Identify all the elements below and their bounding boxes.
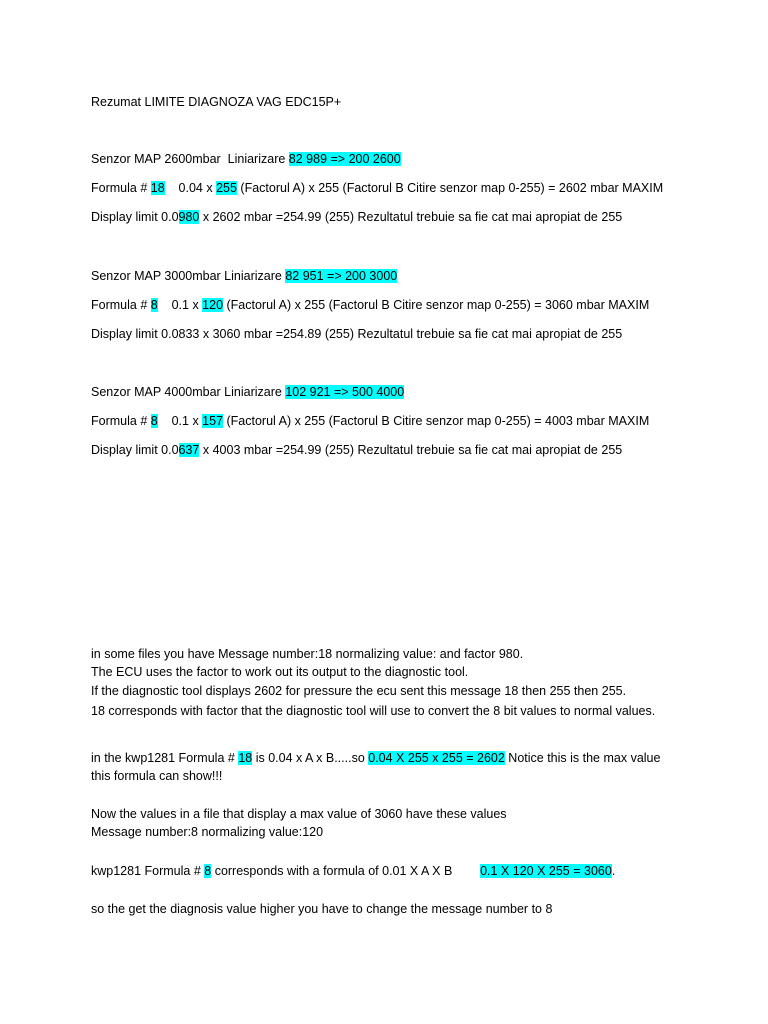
display-suffix: x 4003 mbar =254.99 (255) Rezultatul trebuie sa fie cat mai apropiat de 255 [199,443,623,457]
note-text: corresponds with a formula of 0.01 X A X B [211,864,481,878]
formula-mid: 0.04 x [164,181,217,195]
display-highlight: 637 [178,443,200,457]
linearization-highlight: 102 921 => 500 4000 [285,385,405,399]
document-title: Rezumat LIMITE DIAGNOZA VAG EDC15P+ [91,95,342,109]
formula-line-3 [91,413,649,430]
formula-line-1 [91,180,663,197]
display-prefix: Display limit 0.0833 x 3060 mbar =254.89 (255) Rezultatul trebuie sa fie cat mai apropiat de 255 [91,327,623,341]
note-line: this formula can show!!! [91,769,223,783]
factor-highlight: 120 [202,298,224,312]
sensor-text: Senzor MAP 4000mbar Liniarizare [91,385,286,399]
note-line: 18 corresponds with factor that the diagnostic tool will use to convert the 8 bit values to normal values. [91,704,656,718]
formula-number-highlight: 8 [150,298,158,312]
formula-suffix: (Factorul A) x 255 (Factorul B Citire senzor map 0-255) = 2602 mbar MAXIM [236,181,664,195]
note-text: . [611,864,616,878]
display-highlight: 980 [178,210,200,224]
note-text: Notice this is the max value [504,751,661,765]
display-prefix: Display limit 0.0 [91,443,179,457]
formula-mid: 0.1 x [157,298,203,312]
linearization-highlight: 82 951 => 200 3000 [285,269,398,283]
sensor-text: Senzor MAP 3000mbar Liniarizare [91,269,286,283]
note-line: Message number:8 normalizing value:120 [91,825,324,839]
display-limit-line-2 [91,326,622,343]
formula-suffix: (Factorul A) x 255 (Factorul B Citire senzor map 0-255) = 4003 mbar MAXIM [223,414,650,428]
kwp-formula-18-line [91,750,660,767]
formula-prefix: Formula # [91,298,151,312]
display-limit-line-3 [91,442,622,459]
note-line: in some files you have Message number:18 normalizing value: and factor 980. [91,647,524,661]
kwp-formula-8-line [91,863,615,880]
formula-line-2 [91,297,649,314]
note-text: is 0.04 x A x B.....so [252,751,369,765]
sensor-line-3 [91,384,404,401]
formula-number-highlight: 8 [150,414,158,428]
factor-highlight: 157 [202,414,224,428]
formula-mid: 0.1 x [157,414,203,428]
formula-suffix: (Factorul A) x 255 (Factorul B Citire senzor map 0-255) = 3060 mbar MAXIM [223,298,650,312]
display-limit-line-1 [91,209,622,226]
note-text: kwp1281 Formula # [91,864,205,878]
sensor-line-1 [91,151,401,168]
factor-highlight: 255 [216,181,237,195]
note-text: in the kwp1281 Formula # [91,751,239,765]
linearization-highlight: 82 989 => 200 2600 [288,152,401,166]
calculation-highlight: 0.1 X 120 X 255 = 3060 [480,864,612,878]
note-line: so the get the diagnosis value higher you have to change the message number to 8 [91,902,553,916]
sensor-text: Senzor MAP 2600mbar Liniarizare [91,152,289,166]
calculation-highlight: 0.04 X 255 x 255 = 2602 [368,751,505,765]
formula-number-highlight: 18 [150,181,165,195]
note-line: The ECU uses the factor to work out its output to the diagnostic tool. [91,665,469,679]
note-line: Now the values in a file that display a max value of 3060 have these values [91,807,507,821]
display-prefix: Display limit 0.0 [91,210,179,224]
sensor-line-2 [91,268,397,285]
formula-prefix: Formula # [91,414,151,428]
display-suffix: x 2602 mbar =254.99 (255) Rezultatul trebuie sa fie cat mai apropiat de 255 [199,210,623,224]
formula-prefix: Formula # [91,181,151,195]
formula-number-highlight: 8 [204,864,212,878]
note-line: If the diagnostic tool displays 2602 for pressure the ecu sent this message 18 then 255 then 255. [91,684,627,698]
formula-number-highlight: 18 [238,751,253,765]
